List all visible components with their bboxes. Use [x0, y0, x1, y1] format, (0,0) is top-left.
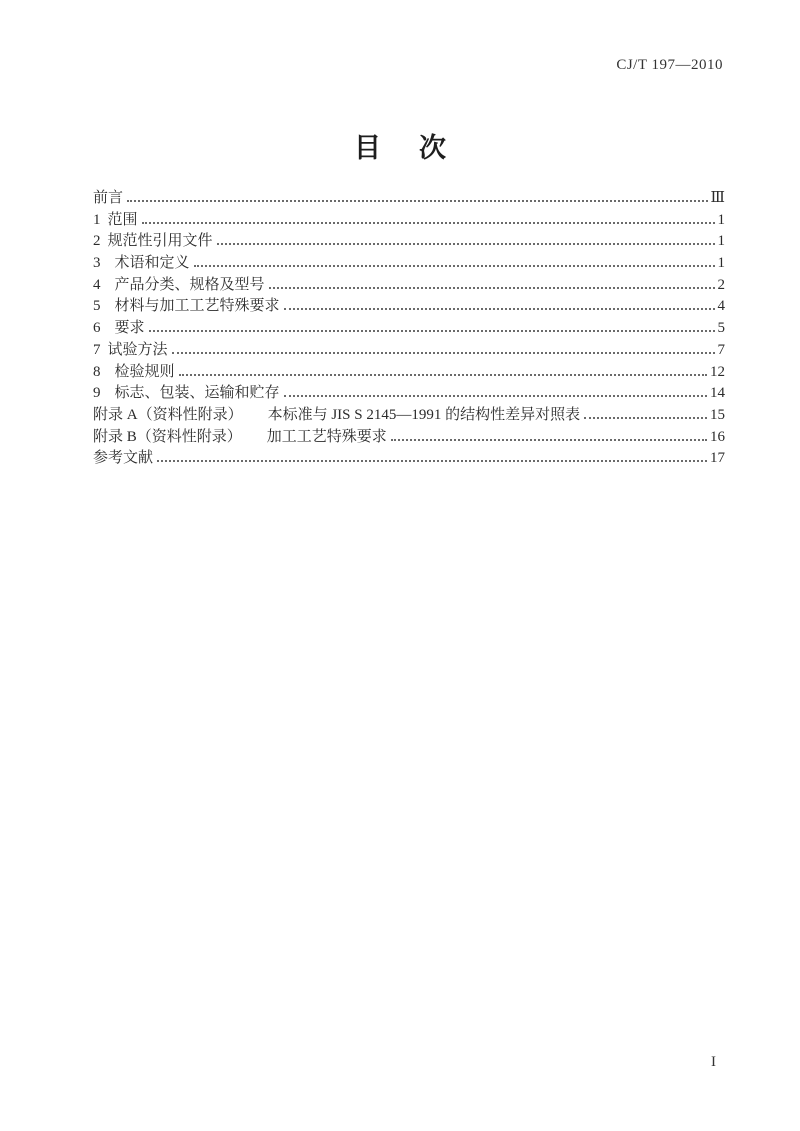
toc-entry-label: 前言	[93, 190, 124, 206]
toc-entry	[93, 448, 725, 470]
toc-list	[93, 188, 725, 470]
toc-entry-label: 加工工艺特殊要求	[266, 428, 387, 445]
dotted-leader	[172, 352, 715, 354]
page-title-char-1: 目	[354, 133, 381, 163]
toc-entry	[93, 362, 725, 384]
toc-entry	[93, 296, 725, 318]
toc-entry-page: 1	[717, 255, 725, 272]
toc-entry-number: 4	[93, 276, 101, 293]
toc-entry-page: 15	[710, 406, 725, 423]
dotted-leader	[269, 287, 715, 289]
toc-entry-label: 本标准与 JIS S 2145—1991 的结构性差异对照表	[267, 406, 581, 423]
dotted-leader	[194, 265, 715, 267]
dotted-leader	[284, 395, 707, 397]
dotted-leader	[284, 308, 715, 310]
toc-entry-page: Ⅲ	[710, 190, 725, 206]
toc-entry-page: 17	[710, 450, 725, 467]
toc-entry-page: 14	[710, 385, 725, 402]
toc-entry-label: 参考文献	[93, 450, 154, 467]
toc-entry-number: 7	[93, 341, 101, 358]
toc-entry-page: 12	[710, 363, 725, 380]
toc-entry	[93, 383, 725, 405]
toc-entry	[93, 275, 725, 297]
dotted-leader	[157, 460, 707, 462]
dotted-leader	[584, 417, 707, 419]
toc-entry-page: 4	[717, 298, 725, 315]
toc-entry-page: 7	[717, 341, 725, 358]
toc-entry	[93, 231, 725, 253]
page-title-char-2: 次	[419, 133, 446, 163]
toc-entry-number: 3	[93, 255, 101, 272]
toc-entry	[93, 188, 725, 210]
toc-entry	[93, 318, 725, 340]
toc-entry-label: 试验方法	[107, 341, 168, 358]
toc-entry	[93, 427, 725, 449]
toc-entry-number: 附录 A（资料性附录）	[93, 406, 243, 423]
toc-entry-label: 规范性引用文件	[107, 233, 213, 250]
toc-entry	[93, 405, 725, 427]
toc-entry-page: 1	[717, 233, 725, 250]
toc-entry-number: 附录 B（资料性附录）	[93, 428, 242, 445]
dotted-leader	[149, 330, 715, 332]
footer-page-number: I	[711, 1054, 716, 1070]
toc-entry-page: 1	[717, 211, 725, 228]
toc-entry-label: 标志、包装、运输和贮存	[114, 385, 280, 402]
dotted-leader	[142, 222, 715, 224]
toc-entry-number: 1	[93, 211, 101, 228]
toc-entry-number: 5	[93, 298, 101, 315]
dotted-leader	[179, 374, 707, 376]
toc-entry-label: 材料与加工工艺特殊要求	[114, 298, 280, 315]
toc-entry	[93, 253, 725, 275]
dotted-leader	[391, 439, 707, 441]
dotted-leader	[217, 243, 715, 245]
toc-entry	[93, 210, 725, 232]
toc-entry	[93, 340, 725, 362]
toc-entry-page: 16	[710, 428, 725, 445]
toc-entry-page: 5	[717, 320, 725, 337]
toc-entry-label: 要求	[114, 320, 145, 337]
standard-number: CJ/T 197—2010	[616, 57, 723, 73]
toc-entry-number: 8	[93, 363, 101, 380]
page-title	[0, 126, 800, 165]
toc-entry-number: 6	[93, 320, 101, 337]
toc-entry-label: 产品分类、规格及型号	[114, 276, 265, 293]
toc-entry-label: 检验规则	[114, 363, 175, 380]
toc-entry-number: 9	[93, 385, 101, 402]
toc-entry-number: 2	[93, 233, 101, 250]
toc-entry-label: 术语和定义	[114, 255, 190, 272]
toc-entry-page: 2	[717, 276, 725, 293]
toc-entry-label: 范围	[107, 211, 138, 228]
dotted-leader	[127, 200, 708, 202]
